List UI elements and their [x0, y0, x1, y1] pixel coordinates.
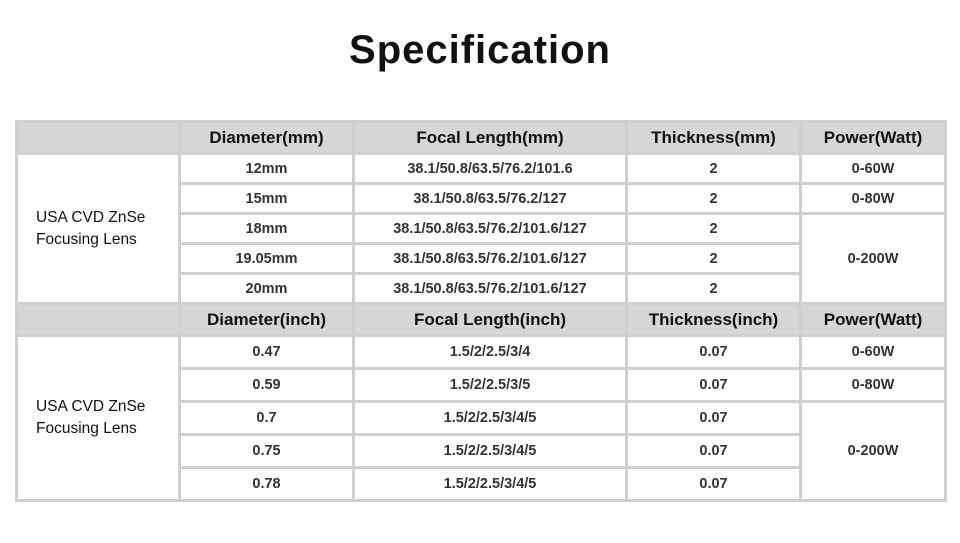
thickness-cell: 2 — [627, 154, 801, 184]
diameter-cell: 0.59 — [180, 369, 354, 402]
thickness-cell: 0.07 — [627, 402, 801, 435]
diameter-cell: 20mm — [180, 274, 354, 304]
inch-header-row — [17, 304, 946, 336]
thickness-cell: 2 — [627, 274, 801, 304]
spec-table — [15, 120, 947, 502]
diameter-cell: 18mm — [180, 214, 354, 244]
diameter-cell: 0.78 — [180, 468, 354, 501]
product-name — [17, 154, 180, 304]
header-diameter: Diameter(mm) — [180, 122, 354, 154]
focal-cell: 38.1/50.8/63.5/76.2/101.6/127 — [354, 274, 627, 304]
diameter-cell: 0.75 — [180, 435, 354, 468]
thickness-cell: 0.07 — [627, 336, 801, 369]
power-cell: 0-60W — [801, 336, 946, 369]
diameter-cell: 0.47 — [180, 336, 354, 369]
focal-cell: 1.5/2/2.5/3/4/5 — [354, 468, 627, 501]
power-cell: 0-80W — [801, 184, 946, 214]
thickness-cell: 0.07 — [627, 468, 801, 501]
product-name-line: USA CVD ZnSe — [36, 208, 146, 226]
focal-cell: 1.5/2/2.5/3/4/5 — [354, 402, 627, 435]
focal-cell: 38.1/50.8/63.5/76.2/101.6/127 — [354, 214, 627, 244]
header-power: Power(Watt) — [801, 122, 946, 154]
header-blank — [17, 122, 180, 154]
header-focal-length: Focal Length(inch) — [354, 304, 627, 336]
power-cell: 0-200W — [801, 214, 946, 304]
diameter-cell: 19.05mm — [180, 244, 354, 274]
thickness-cell: 0.07 — [627, 369, 801, 402]
focal-cell: 1.5/2/2.5/3/5 — [354, 369, 627, 402]
page-title: Specification — [349, 28, 611, 72]
thickness-cell: 0.07 — [627, 435, 801, 468]
thickness-cell: 2 — [627, 244, 801, 274]
product-name-line: Focusing Lens — [36, 420, 137, 437]
power-cell: 0-200W — [801, 402, 946, 501]
focal-cell: 38.1/50.8/63.5/76.2/127 — [354, 184, 627, 214]
header-focal-length: Focal Length(mm) — [354, 122, 627, 154]
thickness-cell: 2 — [627, 214, 801, 244]
product-name — [17, 336, 180, 501]
table-row — [17, 154, 946, 184]
focal-cell: 38.1/50.8/63.5/76.2/101.6 — [354, 154, 627, 184]
product-name-line: Focusing Lens — [36, 230, 137, 248]
focal-cell: 1.5/2/2.5/3/4/5 — [354, 435, 627, 468]
mm-header-row — [17, 122, 946, 154]
header-thickness: Thickness(inch) — [627, 304, 801, 336]
diameter-cell: 15mm — [180, 184, 354, 214]
header-power: Power(Watt) — [801, 304, 946, 336]
header-diameter: Diameter(inch) — [180, 304, 354, 336]
table-row — [17, 336, 946, 369]
header-thickness: Thickness(mm) — [627, 122, 801, 154]
diameter-cell: 12mm — [180, 154, 354, 184]
diameter-cell: 0.7 — [180, 402, 354, 435]
focal-cell: 1.5/2/2.5/3/4 — [354, 336, 627, 369]
thickness-cell: 2 — [627, 184, 801, 214]
power-cell: 0-80W — [801, 369, 946, 402]
power-cell: 0-60W — [801, 154, 946, 184]
header-blank — [17, 304, 180, 336]
product-name-line: USA CVD ZnSe — [36, 398, 146, 415]
focal-cell: 38.1/50.8/63.5/76.2/101.6/127 — [354, 244, 627, 274]
